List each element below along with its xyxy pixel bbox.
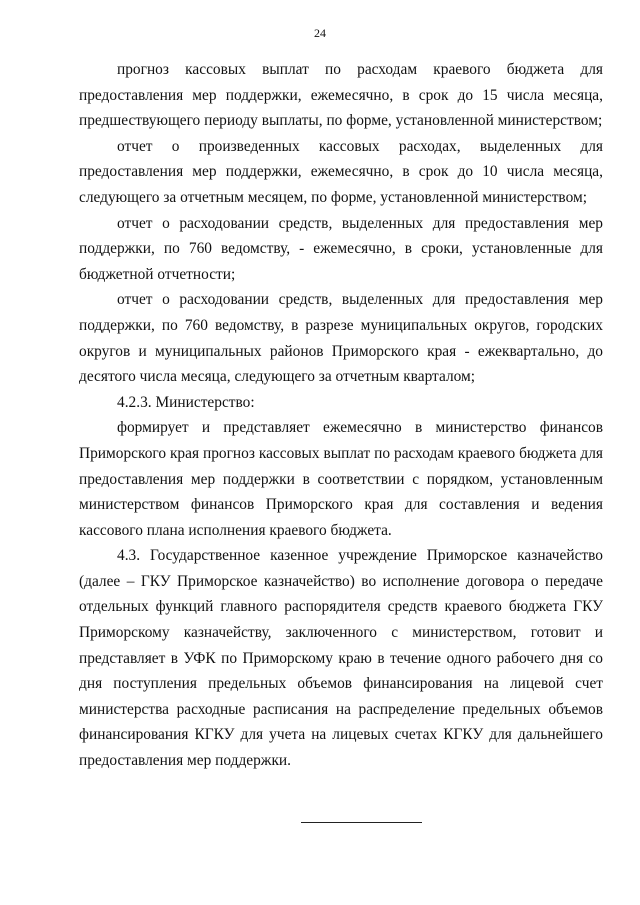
paragraph-report-cash-expenses: отчет о произведенных кассовых расходах, выделенных для предоставления мер поддержки, ежемесячно, в срок до 10 числа месяца, следующего за отчетным месяцем, по форме, установленной министерством;	[79, 137, 603, 206]
paragraph-report-760-monthly: отчет о расходовании средств, выделенных для предоставления мер поддержки, по 760 ведомству, - ежемесячно, в сроки, установленные для бюджетной отчетности;	[79, 214, 603, 283]
page-number: 24	[314, 26, 326, 40]
document-body	[79, 57, 603, 774]
section-heading-4-2-3: 4.2.3. Министерство:	[117, 393, 255, 411]
paragraph-section-4-3: 4.3. Государственное казенное учреждение Приморское казначейство (далее – ГКУ Приморское казначейство) во исполнение договора о передаче отдельных функций главного распорядителя средств краевого бюджета ГКУ Приморскому казначейству, заключенного с министерством, готовит и представляет в УФК по Приморскому краю в течение одного рабочего дня со дня поступления предельных объемов финансирования на лицевой счет министерства расходные расписания на распределение предельных объемов финансирования КГКУ для учета на лицевых счетах КГКУ для дальнейшего предоставления мер поддержки.	[79, 547, 603, 770]
paragraph-ministry-forecast: формирует и представляет ежемесячно в министерство финансов Приморского края прогноз кассовых выплат по расходам краевого бюджета для предоставления мер поддержки в соответствии с порядком, установленным министерством финансов Приморского края для составления и ведения кассового плана исполнения краевого бюджета.	[79, 419, 603, 539]
paragraph-report-760-quarterly: отчет о расходовании средств, выделенных для предоставления мер поддержки, по 760 ведомству, в разрезе муниципальных округов, городских округов и муниципальных районов Приморского края - ежеквартально, до десятого числа месяца, следующего за отчетным кварталом;	[79, 291, 603, 386]
paragraph-forecast-payments: прогноз кассовых выплат по расходам краевого бюджета для предоставления мер поддержки, ежемесячно, в срок до 15 числа месяца, предшествующего периоду выплаты, по форме, установленной министерством;	[79, 61, 603, 130]
end-separator-line	[301, 822, 422, 823]
